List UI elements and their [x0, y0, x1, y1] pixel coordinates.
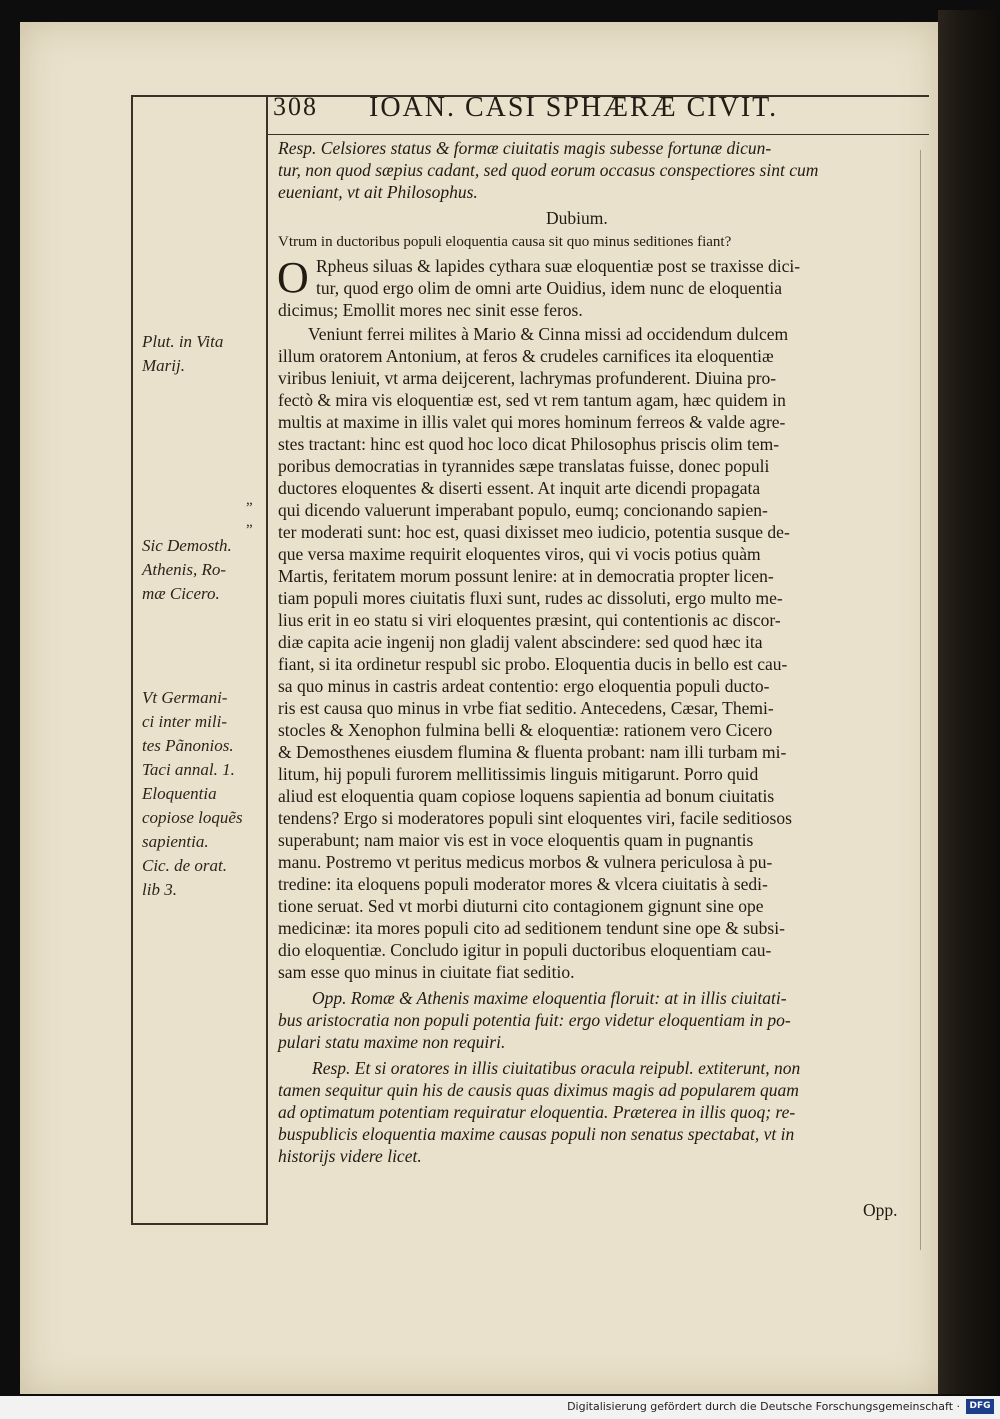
text-line: litum, hij populi furorem mellitissimis linguis mitigarunt. Porro quid	[278, 764, 759, 784]
catchword: Opp.	[863, 1200, 898, 1220]
text-line: ter moderati sunt: hoc est, quasi dixisset meo iudicio, potentia susque de-	[278, 522, 790, 542]
marginal-note: Cic. de orat.	[142, 856, 227, 875]
page-number: 308	[273, 92, 318, 121]
text-line: sa quo minus in castris ardeat contentio: ergo eloquentia populi ducto-	[278, 676, 770, 696]
text-line: illum oratorem Antonium, at feros & crudeles carnifices ita eloquentiæ	[278, 346, 774, 366]
text-line: Rpheus siluas & lapides cythara suæ eloquentiæ post se traxisse dici-	[316, 256, 801, 276]
text-line: ris est causa quo minus in vrbe fiat seditio. Antecedens, Cæsar, Themi-	[278, 698, 774, 718]
guillemet: „	[246, 492, 253, 508]
text-line: multis at maxime in illis valet qui mores hominum ferreos & valde agre-	[278, 412, 786, 432]
text-line: stes tractant: hinc est quod hoc loco dicat Philosophus priscis olim tem-	[278, 434, 780, 454]
question-line: Vtrum in ductoribus populi eloquentia causa sit quo minus seditiones fiant?	[278, 234, 732, 250]
margin-rule-bottom	[131, 1223, 268, 1225]
text-line: aliud est eloquentia quam copiose loquens sapientia ad bonum ciuitatis	[278, 786, 775, 806]
text-line: Resp. Et si oratores in illis ciuitatibus oracula reipubl. extiterunt, non	[312, 1058, 801, 1078]
text-line: qui dicendo valuerunt imperabant populo, eumq; concionando sapien-	[278, 500, 768, 520]
marginal-note: Taci annal. 1.	[142, 760, 235, 779]
running-title: IOAN. CASI SPHÆRÆ CIVIT.	[369, 92, 779, 123]
marginal-note: tes Pãnonios.	[142, 736, 234, 755]
footer-credit: Digitalisierung gefördert durch die Deutsche Forschungsgemeinschaft ·	[567, 1400, 960, 1413]
marginal-note: Eloquentia	[142, 784, 217, 803]
text-line: dio eloquentiæ. Concludo igitur in populi ductoribus eloquentiam cau-	[278, 940, 772, 960]
dubium-heading: Dubium.	[546, 208, 608, 228]
marginal-note: lib 3.	[142, 880, 177, 899]
marginal-note: Plut. in Vita	[142, 332, 224, 351]
text-line: pulari statu maxime non requiri.	[278, 1032, 506, 1052]
marginal-note: Sic Demosth.	[142, 536, 232, 555]
text-line: Opp. Romæ & Athenis maxime eloquentia floruit: at in illis ciuitati-	[312, 988, 787, 1008]
text-line: & Demosthenes eiusdem flumina & fluenta probant: nam illi turbam mi-	[278, 742, 787, 762]
marginal-note: Marij.	[142, 356, 185, 375]
guillemet: „	[246, 514, 253, 530]
text-line: que versa maxime requirit eloquentes viros, qui vi vocis potius quàm	[278, 544, 761, 564]
text-line: historijs videre licet.	[278, 1146, 422, 1166]
running-header	[273, 92, 913, 132]
text-line: diæ capita acie ingenij non gladij valent abscindere: sed quod hæc ita	[278, 632, 763, 652]
text-line: bus aristocratia non populi potentia fuit: ergo videtur eloquentiam in po-	[278, 1010, 791, 1030]
marginal-note: Athenis, Ro-	[142, 560, 227, 579]
text-line: buspublicis eloquentia maxime causas populi non senatus spectabat, vt in	[278, 1124, 795, 1144]
text-line: stocles & Xenophon fulmina belli & eloquentiæ: rationem vero Cicero	[278, 720, 773, 740]
drop-cap: O	[277, 253, 309, 302]
text-line: poribus democratias in tyrannides sæpe translatas fuisse, donec populi	[278, 456, 770, 476]
text-line: dicimus; Emollit mores nec sinit esse feros.	[278, 300, 583, 320]
marginal-note: mæ Cicero.	[142, 584, 220, 603]
text-line: Resp. Celsiores status & formæ ciuitatis magis subesse fortunæ dicun-	[278, 138, 772, 158]
text-line: tendens? Ergo si moderatores populi sint eloquentes viri, facile seditiosos	[278, 808, 792, 828]
text-line: fectò & mira vis eloquentiæ est, sed vt rem tantum agam, hæc quidem in	[278, 390, 786, 410]
header-underline	[266, 134, 929, 135]
text-line: medicinæ: ita mores populi cito ad seditionem tendunt sine ope & subsi-	[278, 918, 785, 938]
text-line: Martis, feritatem morum possunt lenire: at in democratia propter licen-	[278, 566, 774, 586]
marginal-note: Vt Germani-	[142, 688, 228, 707]
text-line: Veniunt ferrei milites à Mario & Cinna missi ad occidendum dulcem	[308, 324, 789, 344]
text-line: tamen sequitur quin his de causis quas diximus magis ad popularem quam	[278, 1080, 799, 1100]
marginal-note: sapientia.	[142, 832, 209, 851]
text-line: tiam populi mores ciuitatis fluxi sunt, rudes ac dissoluti, ergo multo me-	[278, 588, 783, 608]
text-line: superabunt; nam maior vis est in voce eloquentis quam in pugnantis	[278, 830, 754, 850]
text-line: ductores eloquentes & diserti essent. At inquit arte dicendi propagata	[278, 478, 761, 498]
text-line: tur, quod ergo olim de omni arte Ouidius, idem nunc de eloquentia	[316, 278, 783, 298]
text-line: eueniant, vt ait Philosophus.	[278, 182, 478, 202]
text-line: sam esse quo minus in ciuitate fiat seditio.	[278, 962, 575, 982]
text-line: manu. Postremo vt peritus medicus morbos & vulnera periculosa à pu-	[278, 852, 773, 872]
text-line: tione seruat. Sed vt morbi diuturni cito contagionem gignunt sine ope	[278, 896, 764, 916]
text-line: ad optimatum potentiam requiratur eloquentia. Præterea in illis quoq; re-	[278, 1102, 796, 1122]
marginal-note: ci inter mili-	[142, 712, 227, 731]
text-line: tredine: ita eloquens populi moderator mores & vlcera ciuitatis à sedi-	[278, 874, 768, 894]
dfg-logo: DFG	[966, 1399, 994, 1414]
text-line: tur, non quod sæpius cadant, sed quod eorum occasus conspectiores sint cum	[278, 160, 819, 180]
marginal-note: copiose loquẽs	[142, 808, 243, 827]
page-fold	[920, 150, 921, 1250]
text-line: viribus leniuit, vt arma deijcerent, lachrymas profunderent. Diuina pro-	[278, 368, 777, 388]
margin-rule-right	[266, 95, 268, 1225]
footer-bar	[0, 1396, 1000, 1419]
page-edge	[938, 10, 1000, 1394]
text-line: lius erit in eo statu si viri eloquentes præsint, qui contentionis ac discor-	[278, 610, 781, 630]
text-line: fiant, si ita ordinetur respubl sic probo. Eloquentia ducis in bello est cau-	[278, 654, 788, 674]
margin-rule-left	[131, 95, 133, 1225]
